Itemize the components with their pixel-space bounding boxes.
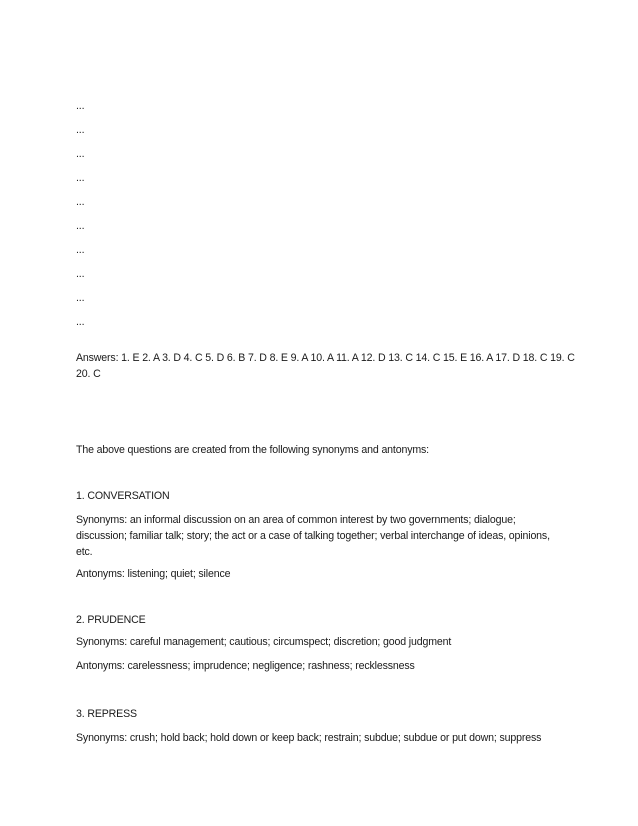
ellipsis-line: ... — [76, 100, 85, 112]
ellipsis-line: ... — [76, 292, 85, 304]
ellipsis-line: ... — [76, 196, 85, 208]
ellipsis-line: ... — [76, 220, 85, 232]
intro-paragraph: The above questions are created from the following synonyms and antonyms: — [76, 444, 429, 456]
ellipsis-line: ... — [76, 172, 85, 184]
ellipsis-line: ... — [76, 244, 85, 256]
term-antonyms: Antonyms: listening; quiet; silence — [76, 568, 231, 580]
ellipsis-line: ... — [76, 148, 85, 160]
term-title: 3. REPRESS — [76, 708, 137, 720]
term-title: 2. PRUDENCE — [76, 614, 146, 626]
term-synonyms: Synonyms: careful management; cautious; circumspect; discretion; good judgment — [76, 636, 452, 648]
term-synonyms: Synonyms: crush; hold back; hold down or keep back; restrain; subdue; subdue or put down; suppress — [76, 732, 542, 744]
term-antonyms: Antonyms: carelessness; imprudence; negligence; rashness; recklessness — [76, 660, 415, 672]
term-synonyms: Synonyms: an informal discussion on an area of common interest by two governments; dialogue; discussion; familiar talk; story; the act or a case of talking together; verbal interchange of ideas, opinions, etc. — [76, 514, 550, 558]
ellipsis-line: ... — [76, 316, 85, 328]
term-title: 1. CONVERSATION — [76, 490, 170, 502]
ellipsis-line: ... — [76, 124, 85, 136]
ellipsis-line: ... — [76, 268, 85, 280]
answers-paragraph: Answers: 1. E 2. A 3. D 4. C 5. D 6. B 7. D 8. E 9. A 10. A 11. A 12. D 13. C 14. C 15. E 16. A 17. D 18. C 19. C 20. C — [76, 352, 575, 380]
